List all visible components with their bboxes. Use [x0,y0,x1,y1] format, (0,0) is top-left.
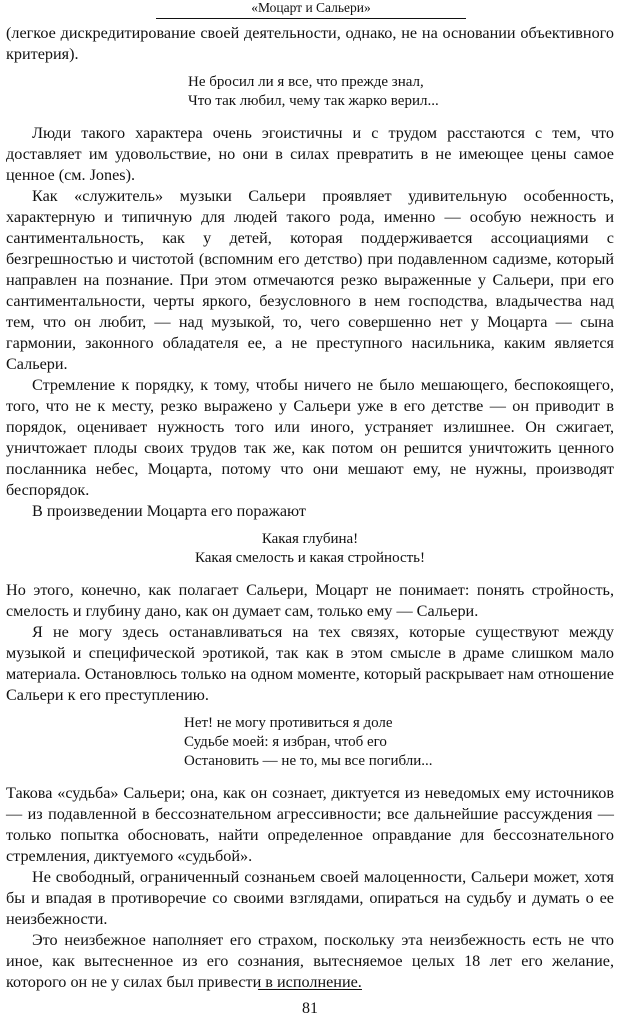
page-number: 81 [302,1000,318,1017]
verse-line: Судьбе моей: я избран, чтоб его [184,734,387,750]
paragraph-2: Люди такого характера очень эгоистичны и с трудом расстаются с тем, что доставляет им удовольствие, но они в силах превратить в не имеющее цены самое ценное (см. Jones). [6,124,614,184]
paragraph-5: В произведении Моцарта его поражают [32,502,306,520]
footer-rule [258,989,362,990]
verse-line: Не бросил ли я все, что прежде знал, [188,74,424,90]
paragraph-9: Не свободный, ограниченный сознаньем своей малоценности, Сальери может, хотя бы и впадая в противоречие со своими взглядами, опираться на судьбу и думать о ее неизбежности. [6,868,614,928]
verse-quote-2 [6,530,614,568]
page-body [6,23,614,993]
running-head: «Моцарт и Сальери» [251,0,371,15]
paragraph-8: Такова «судьба» Сальери; она, как он сознает, диктуется из неведомых ему источников — из подавленной в бессознательном агрессивности; все дальнейшие рассуждения — только попытка обосновать, найти определенное оправдание для бессознательного стремления, диктуемого «судьбой». [6,784,614,865]
header-rule [156,18,466,19]
paragraph-1: (легкое дискредитирование своей деятельности, однако, не на основании объективного критерия). [6,24,614,63]
paragraph-3: Как «служитель» музыки Сальери проявляет удивительную особенность, характерную и типичную для людей такого рода, именно — особую нежность и сантиментальность, как у детей, которая поддерживается ассоциациями с безгрешностью и чистотой (вспомним его детство) при подавленном садизме, который направлен на познание. При этом отмечаются резко выраженные у Сальери, при его сантиментальности, черты яркого, безусловного в нем господства, владычества над тем, что он любит, — над музыкой, то, чего совершенно нет у Моцарта — сына гармонии, законного обладателя ее, а не преступного насильника, каким является Сальери. [6,187,614,373]
verse-line: Какая глубина! [261,531,359,547]
paragraph-6: Но этого, конечно, как полагает Сальери, Моцарт не понимает: понять стройность, смелость и глубину дано, как он думает сам, только ему — Сальери. [6,581,614,620]
verse-line: Какая смелость и какая стройность! [194,550,426,566]
paragraph-4: Стремление к порядку, к тому, чтобы ничего не было мешающего, беспокоящего, того, что не к месту, резко выражено у Сальери уже в его детстве — он приводит в порядок, оценивает нужность того или иного, устраняет излишнее. Он сжигает, уничтожает плоды своих трудов так же, как потом он решится уничтожить ценного посланника небес, Моцарта, потому что они мешают ему, не нужны, производят беспорядок. [6,376,614,499]
paragraph-7: Я не могу здесь останавливаться на тех связях, которые существуют между музыкой и специфической эротикой, так как в этом смысле в драме слишком мало материала. Остановлюсь только на одном моменте, который раскрывает нам отношение Сальери к его преступлению. [6,623,614,704]
verse-quote-3 [6,714,614,771]
paragraph-10: Это неизбежное наполняет его страхом, поскольку эта неизбежность есть не что иное, как вытесненное из его сознания, вытесняемое целых 18 лет его желание, которого он не у силах был привести в исполнение. [6,931,614,991]
verse-line: Нет! не могу противиться я доле [184,715,393,731]
verse-quote-1 [6,73,614,111]
verse-line: Остановить — не то, мы все погибли... [184,753,433,769]
verse-line: Что так любил, чему так жарко верил... [188,93,439,109]
